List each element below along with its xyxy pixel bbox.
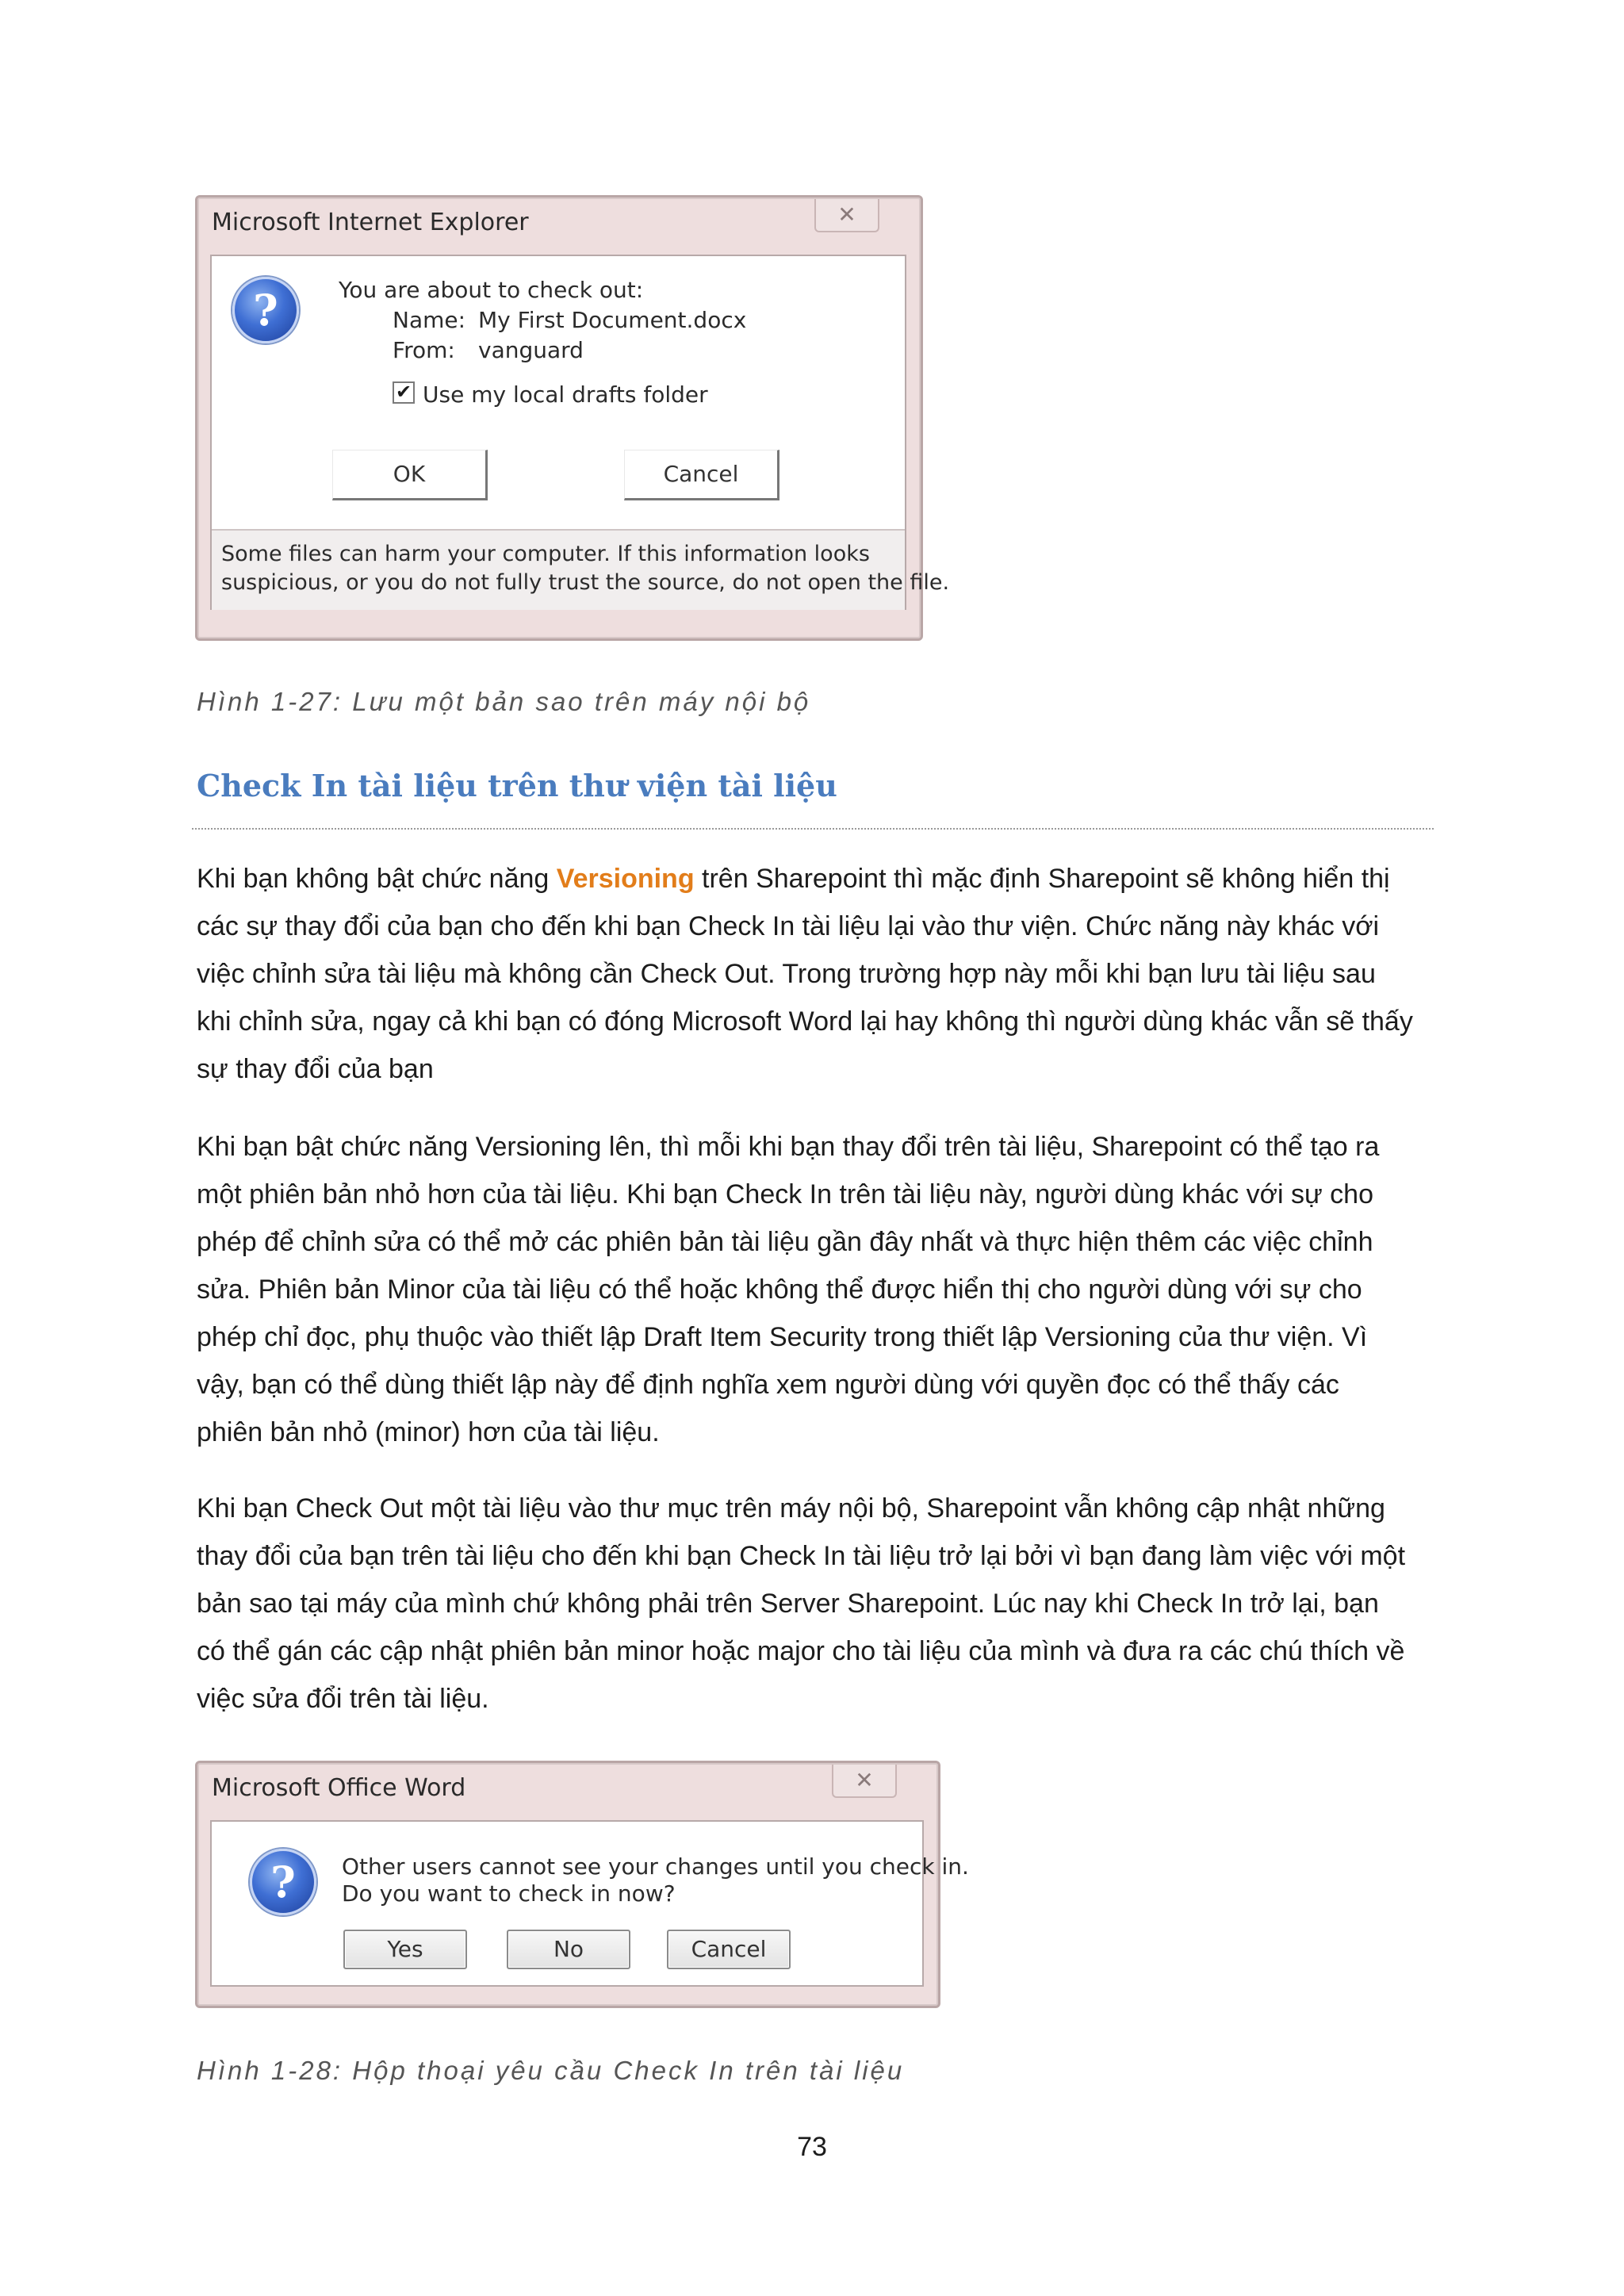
- heading-divider: [192, 828, 1434, 830]
- dialog-title: Microsoft Office Word: [212, 1774, 466, 1802]
- name-label: Name:: [393, 307, 466, 333]
- cancel-button[interactable]: Cancel: [667, 1930, 791, 1969]
- ie-checkout-dialog: [195, 195, 950, 641]
- paragraph-line: bản sao tại máy của mình chứ không phải trên Server Sharepoint. Lúc nay khi Check In trở lại, bạn: [197, 1589, 1379, 1619]
- dialog-body: [210, 1820, 969, 1987]
- paragraph-2: [197, 1123, 1442, 1456]
- drafts-folder-label: Use my local drafts folder: [423, 381, 708, 408]
- word-checkin-dialog: [195, 1761, 969, 2008]
- question-icon: ?: [232, 277, 299, 343]
- text-run: trên Sharepoint thì mặc định Sharepoint sẽ không hiển thị: [694, 864, 1390, 894]
- paragraph-line: có thể gán các cập nhật phiên bản minor hoặc major cho tài liệu của mình và đưa ra các chú thích về: [197, 1636, 1405, 1666]
- close-icon[interactable]: ✕: [814, 199, 879, 232]
- from-label: From:: [393, 337, 455, 363]
- paragraph-1: [197, 855, 1442, 1093]
- paragraph-line: các sự thay đổi của bạn cho đến khi bạn Check In tài liệu lại vào thư viện. Chức năng này khác với: [197, 911, 1380, 941]
- warning-line-2: suspicious, or you do not fully trust the source, do not open the file.: [221, 570, 950, 595]
- paragraph-3: [197, 1485, 1442, 1723]
- paragraph-line: việc sửa đổi trên tài liệu.: [197, 1684, 489, 1714]
- figure-caption-1: Hình 1-27: Lưu một bản sao trên máy nội bộ: [197, 687, 811, 716]
- ok-button[interactable]: OK: [332, 450, 488, 500]
- dialog-body: [210, 255, 950, 610]
- no-button[interactable]: No: [507, 1930, 630, 1969]
- section-heading: Check In tài liệu trên thư viện tài liệu: [197, 768, 837, 803]
- security-warning: [212, 529, 950, 610]
- paragraph-line: một phiên bản nhỏ hơn của tài liệu. Khi bạn Check In trên tài liệu này, người dùng khác với sự cho: [197, 1179, 1373, 1209]
- paragraph-line: Khi bạn Check Out một tài liệu vào thư mục trên máy nội bộ, Sharepoint vẫn không cập nhật những: [197, 1493, 1385, 1524]
- checkin-message-line-2: Do you want to check in now?: [342, 1880, 676, 1907]
- paragraph-line: phép chỉ đọc, phụ thuộc vào thiết lập Draft Item Security trong thiết lập Versioning của thư viện. Vì: [197, 1322, 1368, 1352]
- checkout-message: You are about to check out:: [339, 277, 644, 303]
- yes-button[interactable]: Yes: [343, 1930, 467, 1969]
- paragraph-line: phép để chỉnh sửa có thể mở các phiên bản tài liệu gần đây nhất và thực hiện thêm các việc chỉnh: [197, 1227, 1373, 1257]
- paragraph-line: khi chỉnh sửa, ngay cả khi bạn có đóng Microsoft Word lại hay không thì người dùng khác vẫn sẽ thấy: [197, 1006, 1413, 1037]
- versioning-highlight: Versioning: [556, 864, 695, 894]
- page-number: 73: [797, 2132, 827, 2162]
- text-run: Khi bạn không bật chức năng: [197, 864, 557, 894]
- name-value: My First Document.docx: [478, 307, 747, 333]
- paragraph-line: phiên bản nhỏ (minor) hơn của tài liệu.: [197, 1417, 660, 1447]
- paragraph-line: Khi bạn bật chức năng Versioning lên, thì mỗi khi bạn thay đổi trên tài liệu, Sharepoint có thể tạo ra: [197, 1132, 1380, 1162]
- paragraph-line: sự thay đổi của bạn: [197, 1054, 434, 1084]
- drafts-folder-checkbox[interactable]: ✔: [393, 381, 415, 404]
- cancel-button[interactable]: Cancel: [624, 450, 779, 500]
- from-value: vanguard: [478, 337, 584, 363]
- figure-caption-2: Hình 1-28: Hộp thoại yêu cầu Check In trên tài liệu: [197, 2056, 905, 2085]
- paragraph-line: việc chỉnh sửa tài liệu mà không cần Check Out. Trong trường hợp này mỗi khi bạn lưu tài liệu sau: [197, 959, 1376, 989]
- close-icon[interactable]: ✕: [832, 1765, 897, 1798]
- dialog-title: Microsoft Internet Explorer: [212, 209, 529, 236]
- paragraph-line: sửa. Phiên bản Minor của tài liệu có thể hoặc không thể được hiển thị cho người dùng với sự cho: [197, 1274, 1362, 1305]
- question-icon: ?: [250, 1849, 316, 1915]
- warning-line-1: Some files can harm your computer. If this information looks: [221, 542, 870, 566]
- paragraph-line: [197, 855, 1442, 903]
- paragraph-line: thay đổi của bạn trên tài liệu cho đến khi bạn Check In tài liệu trở lại bởi vì bạn đang làm việc với một: [197, 1541, 1406, 1571]
- checkin-message-line-1: Other users cannot see your changes until you check in.: [342, 1853, 969, 1880]
- paragraph-line: vậy, bạn có thể dùng thiết lập này để định nghĩa xem người dùng với quyền đọc có thể thấy các: [197, 1370, 1339, 1400]
